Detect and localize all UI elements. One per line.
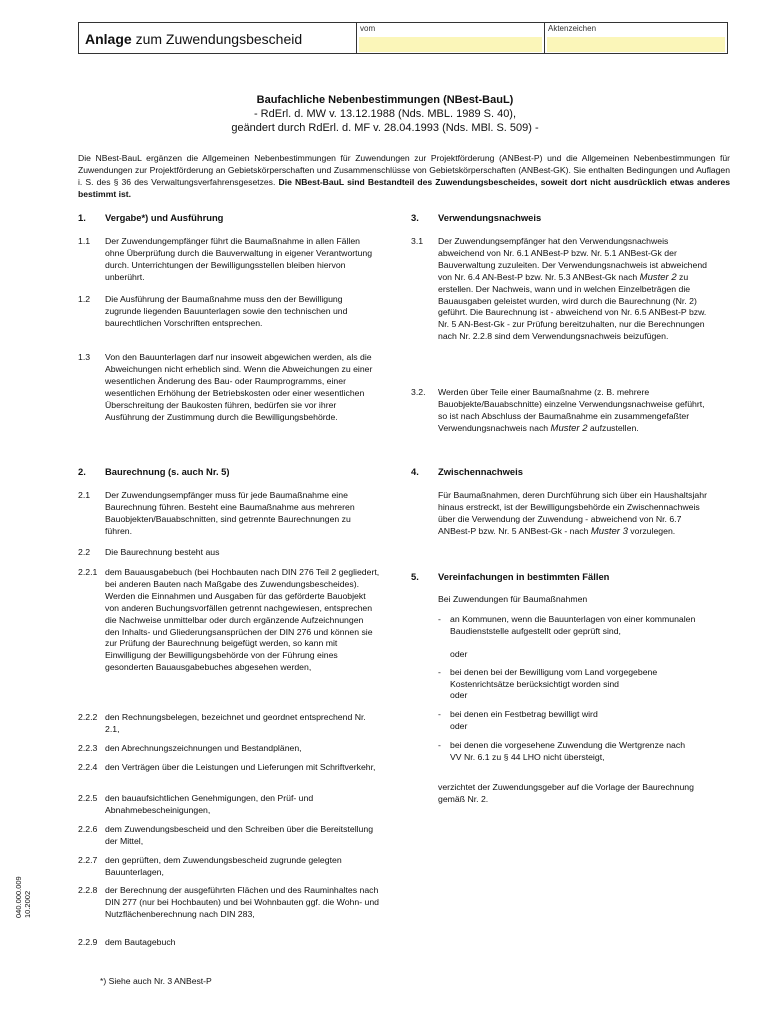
section-number: 5. xyxy=(411,571,419,582)
section-number: 2. xyxy=(78,466,86,477)
oder-label: oder xyxy=(450,690,468,700)
form-title-bold: Anlage xyxy=(85,31,132,47)
form-title xyxy=(85,31,302,47)
item-text: dem Bautagebuch xyxy=(105,937,176,947)
item-text: dem Zuwendungsbescheid und den Schreiben über die Bereitstellung der Mittel, xyxy=(105,824,374,846)
oder-label: oder xyxy=(450,649,468,659)
item-number: 2.2.9 xyxy=(78,937,98,947)
muster-reference: Muster 2 xyxy=(550,422,588,434)
form-number: 040.000.009 xyxy=(14,876,23,918)
item-text: Die Ausführung der Baumaßnahme muss den der Bewilligung zugrunde liegenden Bauunterlagen sowie den technischen und baurechtlichen Vorschriften entsprechen. xyxy=(105,294,348,328)
vom-cell xyxy=(357,23,545,53)
section-number: 4. xyxy=(411,466,419,477)
section-title: Vereinfachungen in bestimmten Fällen xyxy=(438,571,610,582)
text-part: vorzulegen. xyxy=(627,525,676,536)
item-text: den Verträgen über die Leistungen und Lieferungen mit Schriftverkehr, xyxy=(105,762,376,772)
item-text: Der Zuwendungsempfänger muss für jede Baumaßnahme eine Baurechnung führen. Besteht eine Baumaßnahme aus mehreren Bauobjekten/Bauabschnitten, sind getrennte Baurechnungen zu führen. xyxy=(105,490,355,536)
item-text: der Berechnung der ausgeführten Flächen und des Rauminhaltes nach DIN 277 (nur bei Hochbauten) und bei Wohnbauten ggf. die Wohn- und Nutzflächenberechnung nach DIN 283, xyxy=(105,885,379,919)
item-number: 2.2.4 xyxy=(78,762,98,772)
oder-label: oder xyxy=(450,721,468,731)
footnote: *) Siehe auch Nr. 3 ANBest-P xyxy=(100,976,212,986)
section-number: 1. xyxy=(78,212,86,223)
intro-paragraph xyxy=(78,152,730,200)
vom-label: vom xyxy=(360,24,376,33)
list-item-text: bei denen die vorgesehene Zuwendung die Wertgrenze nach VV Nr. 6.1 zu § 44 LHO nicht übersteigt, xyxy=(450,740,686,762)
item-number: 2.1 xyxy=(78,490,91,500)
muster-reference: Muster 2 xyxy=(639,271,677,283)
item-number: 3.2. xyxy=(411,387,426,397)
item-text-part: aufzustellen. xyxy=(587,422,639,433)
form-date: 10.2002 xyxy=(23,890,32,918)
list-item-text: bei denen bei der Bewilligung vom Land vorgegebene Kostenrichtsätze berücksichtigt worden sind xyxy=(450,667,658,689)
section-4-text xyxy=(438,490,711,538)
doc-subheading-2: geändert durch RdErl. d. MF v. 28.04.1993 (Nds. MBl. S. 509) - xyxy=(231,122,539,134)
vom-field[interactable] xyxy=(359,37,542,52)
item-number: 3.1 xyxy=(411,236,424,246)
section-5-intro: Bei Zuwendungen für Baumaßnahmen xyxy=(438,594,588,604)
bullet-dash: - xyxy=(438,667,441,677)
item-number: 1.2 xyxy=(78,294,91,304)
list-item-text: an Kommunen, wenn die Bauunterlagen von einer kommunalen Baudienststelle aufgestellt oder geprüft sind, xyxy=(450,614,696,636)
item-text: Der Zuwendungempfänger führt die Baumaßnahme in allen Fällen ohne Überprüfung durch die Bauverwaltung in eigener Verantwortung durch. Unterrichtungen der Bewilligungsstellen bleiben hiervon unberührt. xyxy=(105,236,373,282)
item-text-part: Der Zuwendungsempfänger hat den Verwendungsnachweis abweichend von Nr. 6.1 ANBest-P bzw. Nr. 5.1 ANBest-Gk der Bauverwaltung zuzuleiten. Der Verwendungsnachweis ist abweichend von Nr. 6.4 AN-Best-P bzw. Nr. 5.3 ANBest-Gk nach xyxy=(438,236,707,282)
item-number: 1.3 xyxy=(78,352,91,362)
bullet-dash: - xyxy=(438,709,441,719)
form-number-side xyxy=(14,876,32,918)
section-5-closing: verzichtet der Zuwendungsgeber auf die Vorlage der Baurechnung gemäß Nr. 2. xyxy=(438,782,694,804)
item-number: 2.2.8 xyxy=(78,885,98,895)
item-number: 2.2.7 xyxy=(78,855,98,865)
item-number: 2.2.6 xyxy=(78,824,98,834)
doc-heading: Baufachliche Nebenbestimmungen (NBest-BauL) xyxy=(256,94,514,106)
bullet-dash: - xyxy=(438,740,441,750)
item-text: den Rechnungsbelegen, bezeichnet und geordnet entsprechend Nr. 2.1, xyxy=(105,712,366,734)
text-part: Für Baumaßnahmen, deren Durchführung sich über ein Haushaltsjahr hinaus erstreckt, ist der Bewilligungsbehörde ein Zwischennachweis über die Verwendung der Zuwendung - abweichend von Nr. 6.7 ANBest-P bzw. Nr. 5 ANBest-Gk - nach xyxy=(438,490,707,536)
bullet-dash: - xyxy=(438,614,441,624)
item-text: dem Bauausgabebuch (bei Hochbauten nach DIN 276 Teil 2 gegliedert, bei anderen Bauten nach Maßgabe des Zuwendungsbescheides). Werden die Einnahmen und Ausgaben für das geförderte Bauobjekt von anderen Buchungsvorfällen getrennt nachgewiesen, entsprechen die Nachweise unmittelbar oder durch ergänzende Aufzeichnungen den Inhalts- und Gliederungsansprüchen der DIN 276 und können sie zur Prüfung der Baurechnung beigefügt werden, so kann mit Einwilligung der Bewilligungsbehörde von der Führung eines gesonderten Bauausgabebuches abgesehen werden, xyxy=(105,567,380,673)
item-text-part: Werden über Teile einer Baumaßnahme (z. B. mehrere Bauobjekte/Bauabschnitte) einzelne Verwendungsnachweise geführt, so ist nach Abschluss der Baumaßnahme ein zusammengefaßter Verwendungsnachweis nach xyxy=(438,387,705,433)
section-title: Vergabe*) und Ausführung xyxy=(105,212,224,223)
item-number: 2.2.2 xyxy=(78,712,98,722)
list-item-text: bei denen ein Festbetrag bewilligt wird xyxy=(450,709,598,719)
muster-reference: Muster 3 xyxy=(590,525,628,537)
intro-bold-text: Die NBest-BauL sind Bestandteil des Zuwendungsbescheides, soweit dort nicht ausdrücklich etwas anderes bestimmt ist. xyxy=(78,177,731,199)
header-form-box xyxy=(78,22,728,54)
item-text-part: zu erstellen. Der Nachweis, wann und in welchen Einzelbeträgen die Bauausgaben geleistet wurden, wird durch die Baurechnung (Nr. 2) geführt. Die Baurechnung ist - abweichend von Nr. 6.5 ANBest-P bzw. Nr. 5 AN-Best-Gk - zur Prüfung bereitzuhalten, nur die Berechnungen nach Nr. 2.2.8 sind dem Verwendungsnachweis beizufügen. xyxy=(438,271,707,342)
item-text xyxy=(438,387,711,435)
item-text: Die Baurechnung besteht aus xyxy=(105,547,220,557)
section-title: Verwendungsnachweis xyxy=(438,212,542,223)
form-title-rest: zum Zuwendungsbescheid xyxy=(131,31,303,47)
aktenzeichen-field[interactable] xyxy=(547,37,725,52)
item-text: Von den Bauunterlagen darf nur insoweit abgewichen werden, als die Abweichungen nicht erheblich sind. Wenn die Abweichungen zu einer wesentlichen Änderung des Bau- oder Raumprogramms, einer wesentlichen Erhöhung der Betriebskosten oder einer wesentlichen Überschreitung der Baukosten führen, bedürfen sie vor ihrer Ausführung der Zustimmung durch die Bewilligungsbehörde. xyxy=(105,352,373,422)
item-number: 2.2.3 xyxy=(78,743,98,753)
doc-subheading-1: - RdErl. d. MW v. 13.12.1988 (Nds. MBL. 1989 S. 40), xyxy=(253,108,517,120)
item-number: 2.2.5 xyxy=(78,793,98,803)
title-cell xyxy=(79,23,357,53)
item-text: den geprüften, dem Zuwendungsbescheid zugrunde gelegten Bauunterlagen, xyxy=(105,855,342,877)
item-number: 1.1 xyxy=(78,236,91,246)
item-number: 2.2 xyxy=(78,547,91,557)
aktenzeichen-cell xyxy=(545,23,727,53)
item-text: den Abrechnungszeichnungen und Bestandplänen, xyxy=(105,743,302,753)
item-text xyxy=(438,236,711,343)
item-number: 2.2.1 xyxy=(78,567,98,577)
section-number: 3. xyxy=(411,212,419,223)
intro-text: Die NBest-BauL ergänzen die Allgemeinen Nebenbestimmungen für Zuwendungen zur Projektförderung (ANBest-P) und die Allgemeinen Nebenbestimmungen für Zuwendungen zur Projektförderung an Gebietskörperschaften und Zusammenschlüsse von Gebietskörperschaften (ANBest-GK). Sie enthalten Bedingungen und Auflagen i. S. des § 36 des Verwaltungsverfahrensgesetzes. xyxy=(78,153,730,187)
item-text: den bauaufsichtlichen Genehmigungen, den Prüf- und Abnahmebescheinigungen, xyxy=(105,793,314,815)
section-title: Baurechnung (s. auch Nr. 5) xyxy=(105,466,230,477)
section-title: Zwischennachweis xyxy=(438,466,523,477)
aktenzeichen-label: Aktenzeichen xyxy=(548,24,597,33)
